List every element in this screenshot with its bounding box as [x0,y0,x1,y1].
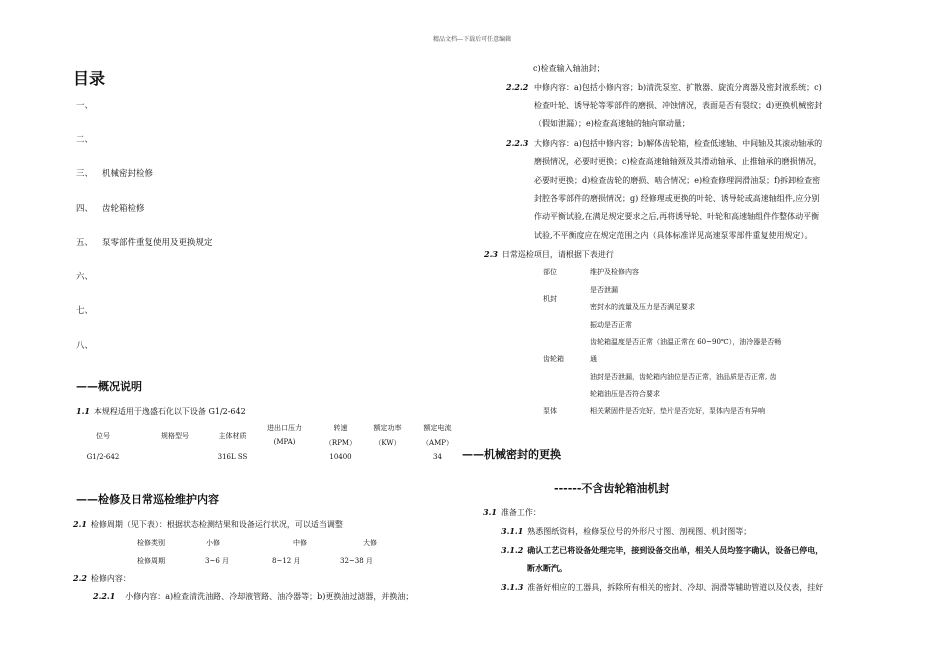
table-cell: 小修 [206,539,220,547]
table-cell: 3~6 月 [205,557,229,565]
toc-item[interactable]: 六、 [76,272,94,282]
paragraph-3-1-3: 3.1.3 准备好相应的工器具，拆除所有相关的密封、冷却、润滑等辅助管道以及仪表，挂好 [501,582,824,592]
text-line: 试验,不平衡度应在规定范围之内（具体标准详见高速泵零部件重复使用规定）。 [534,231,813,240]
toc-item[interactable]: 二、 [76,135,94,145]
table-cell: 检修周期 [137,557,165,565]
table-header-unit: （RPM） [324,439,357,447]
text-line: 检查叶轮、诱导轮等零部件的磨损、冲蚀情况，表面是否有裂纹；d)更换机械密封 [534,101,823,110]
toc-title: 目录 [73,69,106,88]
table-cell: 是否泄漏 [590,286,618,294]
page-header: 精品文档---下载后可任意编辑 [433,36,512,43]
table-cell-part: 泵体 [543,407,557,415]
toc-item[interactable]: 八、 [76,341,94,351]
toc-item[interactable]: 五、 泵零部件重复使用及更换规定 [76,238,213,248]
section-subheading: ------不含齿轮箱油机封 [554,482,670,495]
table-cell: G1/2-642 [86,453,120,461]
text-line: 断水断汽。 [527,563,567,573]
table-cell-part: 齿轮箱 [543,355,564,363]
table-header-cell: 维护及检修内容 [590,268,639,276]
table-cell: 34 [433,453,442,461]
text-line: 必要时更换；d)检查齿轮的磨损、啮合情况；e)检查修理润滑油泵；f)拆卸检查密 [534,176,821,185]
table-cell: 316L SS [217,453,248,461]
table-cell: 32~38 月 [340,557,373,565]
table-header-cell: 额定功率 [373,424,402,432]
toc-item[interactable]: 四、 齿轮箱检修 [76,204,145,214]
toc-item[interactable]: 一、 [76,101,94,111]
paragraph-2-2-1-cont: c)检查输入轴油封； [533,64,605,73]
table-header-unit: （AMP） [422,439,453,447]
section-heading-maintenance: ——检修及日常巡检维护内容 [76,493,219,506]
paragraph-2-3: 2.3 日常巡检项目，请根据下表进行 [484,249,614,259]
table-cell-part: 机封 [543,295,557,303]
table-cell: 10400 [329,453,352,461]
table-header-cell: 转速 [333,424,348,432]
paragraph-2-1: 2.1 检修周期（见下表）：根据状态检测结果和设备运行状况，可以适当调整 [73,519,343,529]
section-heading-seal-replacement: ——机械密封的更换 [462,448,561,461]
toc-item[interactable]: 三、 机械密封检修 [76,169,154,179]
text-line: 封腔各零部件的磨损情况；g) 经修理或更换的叶轮、诱导轮或高速轴组件,应分别 [534,194,820,203]
table-cell: 密封水的流量及压力是否满足要求 [590,303,695,311]
text-line: 中修内容：a)包括小修内容；b)清洗泵室、扩散器、旋流分离器及密封液系统；c) [534,83,822,92]
table-cell: 中修 [293,539,307,547]
table-cell: 振动是否正常 [590,321,632,329]
table-header-unit: （KW） [374,439,401,447]
table-header-cell: 规格型号 [161,432,189,440]
table-cell: 相关紧固件是否完好，垫片是否完好，泵体内是否有异响 [590,407,765,415]
table-header-cell: 主体材质 [218,432,247,440]
paragraph-2-2: 2.2 检修内容： [73,573,131,583]
text-line: 作动平衡试验,在满足规定要求之后,再将诱导轮、叶轮和高速轴组件作整体动平衡 [534,212,820,221]
table-header-cell: 位号 [96,432,110,440]
table-header-cell: 额定电流 [423,424,452,432]
table-header-unit: (MPA) [273,438,296,446]
table-cell: 通 [590,355,597,363]
text-line: 磨损情况，必要时更换；c)检查高速轴轴颈及其滑动轴承、止推轴承的磨损情况， [534,157,822,166]
paragraph-3-1: 3.1 准备工作： [483,507,541,517]
text-line: 大修内容：a)包括中修内容；b)解体齿轮箱，检查低速轴、中间轴及其滚动轴承的 [534,139,823,148]
toc-item[interactable]: 七、 [76,306,94,316]
table-cell: 检修类别 [137,539,165,547]
table-cell: 大修 [363,539,377,547]
paragraph-1-1: 1.1 本规程适用于逸盛石化以下设备 G1/2-642 [76,406,246,416]
table-cell: 齿轮箱温度是否正常（油温正常在 60~90℃），油冷器是否畅 [590,338,782,346]
section-heading-overview: ——概况说明 [76,380,142,393]
table-cell: 8~12 月 [272,557,301,565]
table-cell: 油封是否泄漏，齿轮箱内油位是否正常，油品质是否正常, 齿 [590,373,777,381]
paragraph-3-1-1: 3.1.1 熟悉图纸资料，检修泵位号的外形尺寸图、剖视图、机封图等； [501,526,752,536]
table-header-cell: 部位 [543,268,557,276]
table-cell: 轮箱油压是否符合要求 [590,390,660,398]
table-header-cell: 进出口压力 [267,424,302,432]
paragraph-2-2-1: 2.2.1 小修内容：a)检查清洗油路、冷却液管路、油冷器等；b)更换油过滤器，并换油； [93,591,414,601]
text-line: （假如泄漏）；e)检查高速轴的轴向窜动量； [534,119,690,128]
